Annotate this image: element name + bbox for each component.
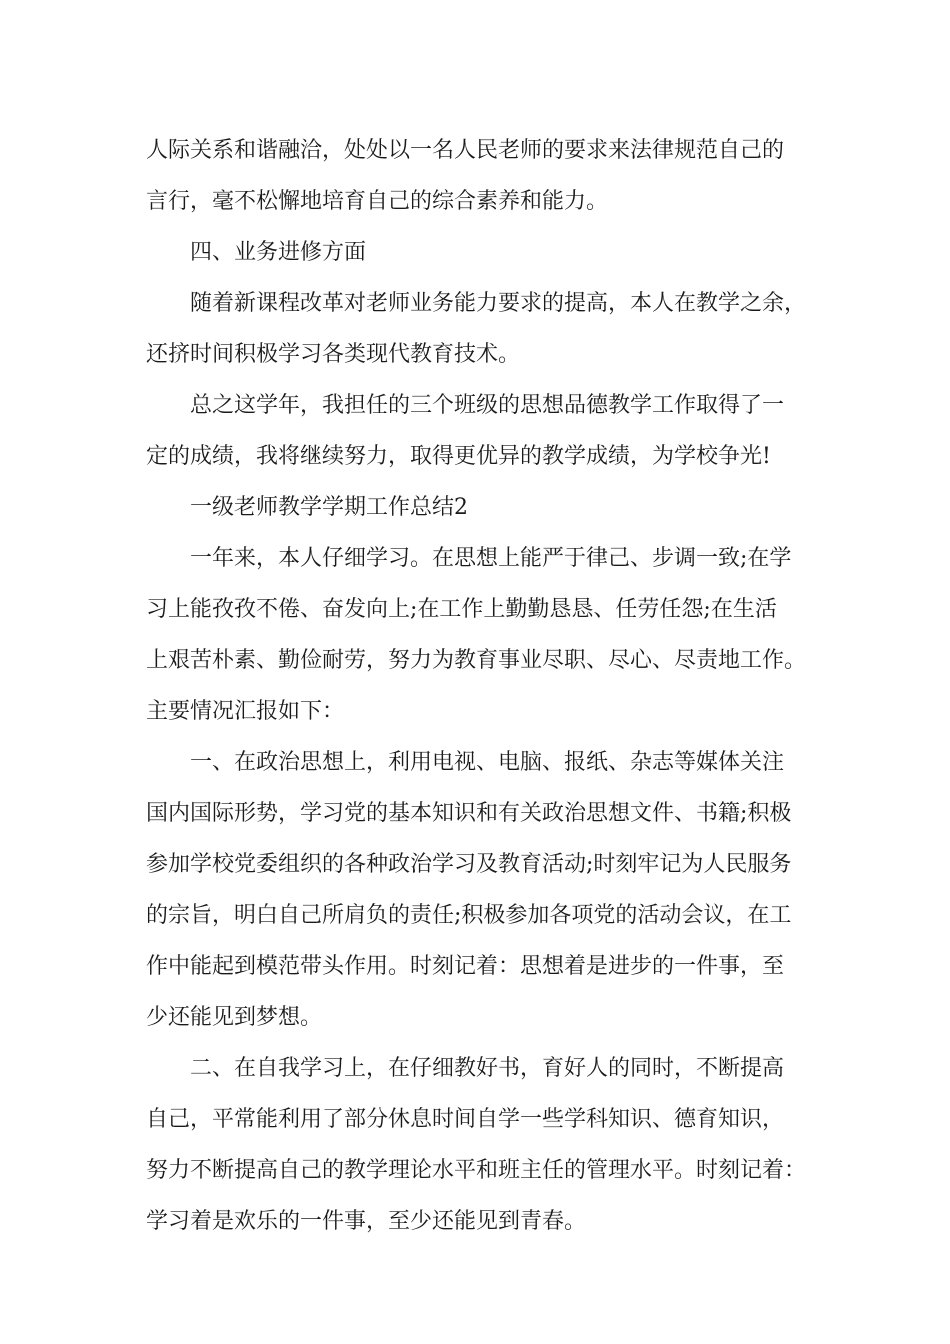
- text-line-16: 的宗旨，明白自己所肩负的责任;积极参加各项党的活动会议，在工: [146, 903, 792, 928]
- text-line-13: 一、在政治思想上，利用电视、电脑、报纸、杂志等媒体关注: [190, 750, 785, 775]
- section-title-summary-2: 一级老师教学学期工作总结2: [190, 495, 468, 520]
- text-line-18: 少还能见到梦想。: [146, 1005, 323, 1030]
- text-line-14: 国内国际形势，学习党的基本知识和有关政治思想文件、书籍;积极: [146, 801, 792, 826]
- text-line-7: 定的成绩，我将继续努力，取得更优异的教学成绩，为学校争光!: [146, 444, 771, 469]
- text-line-6: 总之这学年，我担任的三个班级的思想品德教学工作取得了一: [190, 393, 785, 418]
- section-heading-business-study: 四、业务进修方面: [190, 240, 367, 265]
- text-line-12: 主要情况汇报如下：: [146, 699, 345, 724]
- text-line-20: 自己，平常能利用了部分休息时间自学一些学科知识、德育知识，: [146, 1107, 785, 1132]
- text-line-4: 随着新课程改革对老师业务能力要求的提高，本人在教学之余，: [190, 291, 807, 316]
- text-line-19: 二、在自我学习上，在仔细教好书，育好人的同时，不断提高: [190, 1056, 785, 1081]
- text-line-1: 人际关系和谐融洽，处处以一名人民老师的要求来法律规范自己的: [146, 138, 785, 163]
- text-line-5: 还挤时间积极学习各类现代教育技术。: [146, 342, 521, 367]
- text-line-2: 言行，毫不松懈地培育自己的综合素养和能力。: [146, 189, 609, 214]
- text-line-22: 学习着是欢乐的一件事，至少还能见到青春。: [146, 1209, 587, 1234]
- text-line-15: 参加学校党委组织的各种政治学习及教育活动;时刻牢记为人民服务: [146, 852, 792, 877]
- text-line-10: 习上能孜孜不倦、奋发向上;在工作上勤勤恳恳、任劳任怨;在生活: [146, 597, 777, 622]
- text-line-9: 一年来，本人仔细学习。在思想上能严于律己、步调一致;在学: [190, 546, 792, 571]
- text-line-21: 努力不断提高自己的教学理论水平和班主任的管理水平。时刻记着：: [146, 1158, 807, 1183]
- text-line-17: 作中能起到模范带头作用。时刻记着：思想着是进步的一件事，至: [146, 954, 785, 979]
- text-line-11: 上艰苦朴素、勤俭耐劳，努力为教育事业尽职、尽心、尽责地工作。: [146, 648, 807, 673]
